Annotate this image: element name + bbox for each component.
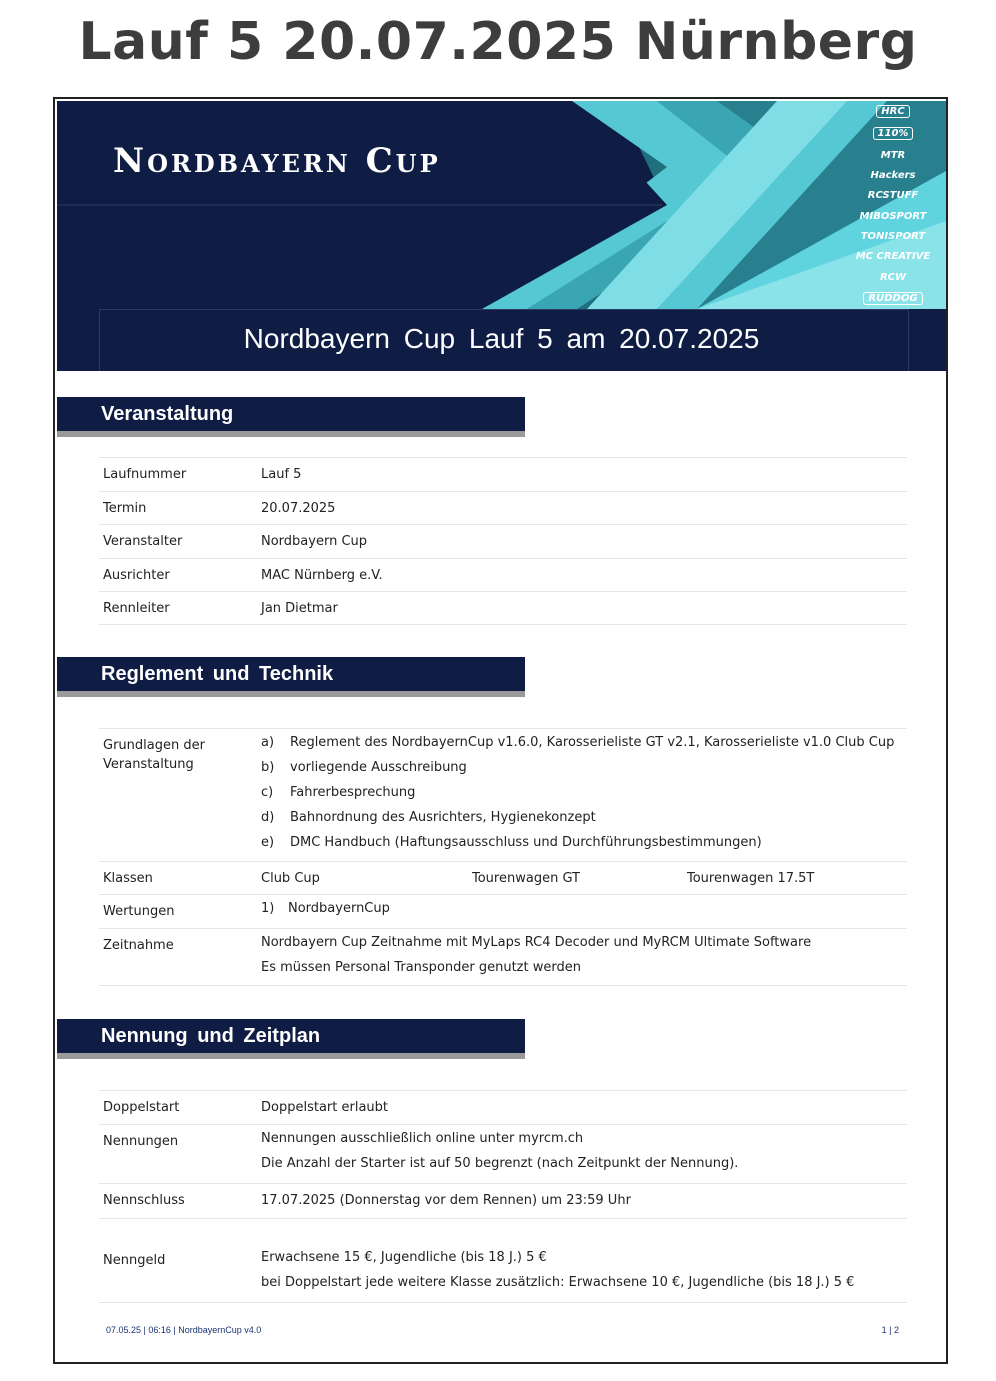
row-label: Doppelstart (103, 1100, 180, 1115)
row-value: Jan Dietmar (261, 601, 338, 616)
page-number: 1 | 2 (881, 1325, 899, 1335)
row-label: Veranstalter (103, 534, 183, 549)
grundlagen-list (261, 730, 901, 855)
list-item: c) Fahrerbesprechung (261, 785, 416, 800)
row-label: Ausrichter (103, 568, 170, 583)
sponsor-logo: HRC (876, 105, 909, 118)
nennung-table (99, 1090, 907, 1303)
section-header-underline (57, 431, 525, 437)
row-label: Termin (103, 501, 147, 516)
table-row (99, 1090, 907, 1124)
sponsor-logo: MC CREATIVE (855, 251, 931, 263)
table-row (99, 861, 907, 894)
list-item: 1) NordbayernCup (261, 901, 390, 916)
sponsor-logo: MTR (880, 149, 906, 161)
table-row (99, 928, 907, 986)
row-label: Nennungen (103, 1134, 179, 1149)
wertungen-list (261, 896, 661, 921)
text-line: Die Anzahl der Starter ist auf 50 begrenzt (nach Zeitpunkt der Nennung). (261, 1156, 739, 1171)
event-subtitle: Nordbayern Cup Lauf 5 am 20.07.2025 (243, 323, 760, 354)
table-row (99, 728, 907, 861)
row-label: Rennleiter (103, 601, 170, 616)
sponsor-logo: MIBOSPORT (859, 210, 927, 222)
row-value: Doppelstart erlaubt (261, 1100, 388, 1115)
text-line: Nordbayern Cup Zeitnahme mit MyLaps RC4 Decoder und MyRCM Ultimate Software (261, 935, 812, 950)
row-label: Zeitnahme (103, 938, 174, 953)
reglement-table (99, 728, 907, 986)
sponsor-logo: RUDDOG (863, 292, 922, 305)
sponsor-logo: 110% (873, 127, 914, 140)
section-header-nennung (57, 1019, 525, 1059)
list-item: b) vorliegende Ausschreibung (261, 760, 467, 775)
section-header-veranstaltung (57, 397, 525, 437)
klasse-item: Club Cup (261, 871, 320, 886)
table-row (99, 1124, 907, 1183)
sponsor-logos (850, 105, 936, 305)
footer-meta: 07.05.25 | 06:16 | NordbayernCup v4.0 (106, 1325, 262, 1335)
text-line: Nennungen ausschließlich online unter myrcm.ch (261, 1131, 584, 1146)
page-heading: Lauf 5 20.07.2025 Nürnberg (78, 12, 918, 72)
table-row (99, 1183, 907, 1218)
table-row (99, 457, 907, 491)
section-title: Reglement und Technik (101, 663, 334, 685)
list-item: a) Reglement des NordbayernCup v1.6.0, Karosserieliste GT v2.1, Karosserieliste v1.0 Club Cup (261, 735, 895, 750)
nennungen-lines (261, 1126, 738, 1176)
section-title: Veranstaltung (101, 403, 234, 425)
row-label: Grundlagen der Veranstaltung (103, 738, 205, 772)
section-header-reglement (57, 657, 525, 697)
row-value: 17.07.2025 (Donnerstag vor dem Rennen) um 23:59 Uhr (261, 1193, 631, 1208)
section-title: Nennung und Zeitplan (101, 1025, 321, 1047)
sponsor-logo: Hackers (870, 169, 916, 181)
table-row (99, 1218, 907, 1303)
row-value: Nordbayern Cup (261, 534, 368, 549)
table-row (99, 491, 907, 524)
row-label: Wertungen (103, 904, 175, 919)
banner-graphic (57, 101, 946, 309)
sponsor-logo: RCSTUFF (867, 190, 919, 202)
section-header-underline (57, 691, 525, 697)
klasse-item: Tourenwagen 17.5T (687, 871, 815, 886)
table-row (99, 558, 907, 591)
row-label: Laufnummer (103, 467, 187, 482)
list-item: e) DMC Handbuch (Haftungsausschluss und Durchführungsbestimmungen) (261, 835, 762, 850)
table-row (99, 894, 907, 928)
veranstaltung-table (99, 457, 907, 625)
list-item: d) Bahnordnung des Ausrichters, Hygienekonzept (261, 810, 596, 825)
row-label: Nenngeld (103, 1253, 166, 1268)
zeitnahme-lines (261, 930, 811, 980)
banner-title: Nordbayern Cup (113, 141, 441, 181)
table-row (99, 524, 907, 558)
row-value: 20.07.2025 (261, 501, 336, 516)
subtitle-bar (57, 309, 946, 371)
document-page (53, 97, 948, 1364)
row-value: Lauf 5 (261, 467, 302, 482)
section-header-underline (57, 1053, 525, 1059)
row-label: Klassen (103, 871, 153, 886)
banner (57, 101, 946, 309)
sponsor-logo: RCW (879, 271, 907, 283)
text-line: bei Doppelstart jede weitere Klasse zusätzlich: Erwachsene 10 €, Jugendliche (bis 18 J.) 5 € (261, 1275, 855, 1290)
row-label: Nennschluss (103, 1193, 185, 1208)
sponsor-logo: TONISPORT (860, 230, 926, 242)
klasse-item: Tourenwagen GT (472, 871, 580, 886)
text-line: Es müssen Personal Transponder genutzt werden (261, 960, 581, 975)
table-row (99, 591, 907, 625)
row-value: MAC Nürnberg e.V. (261, 568, 383, 583)
nenngeld-lines (261, 1245, 854, 1295)
text-line: Erwachsene 15 €, Jugendliche (bis 18 J.) 5 € (261, 1250, 547, 1265)
